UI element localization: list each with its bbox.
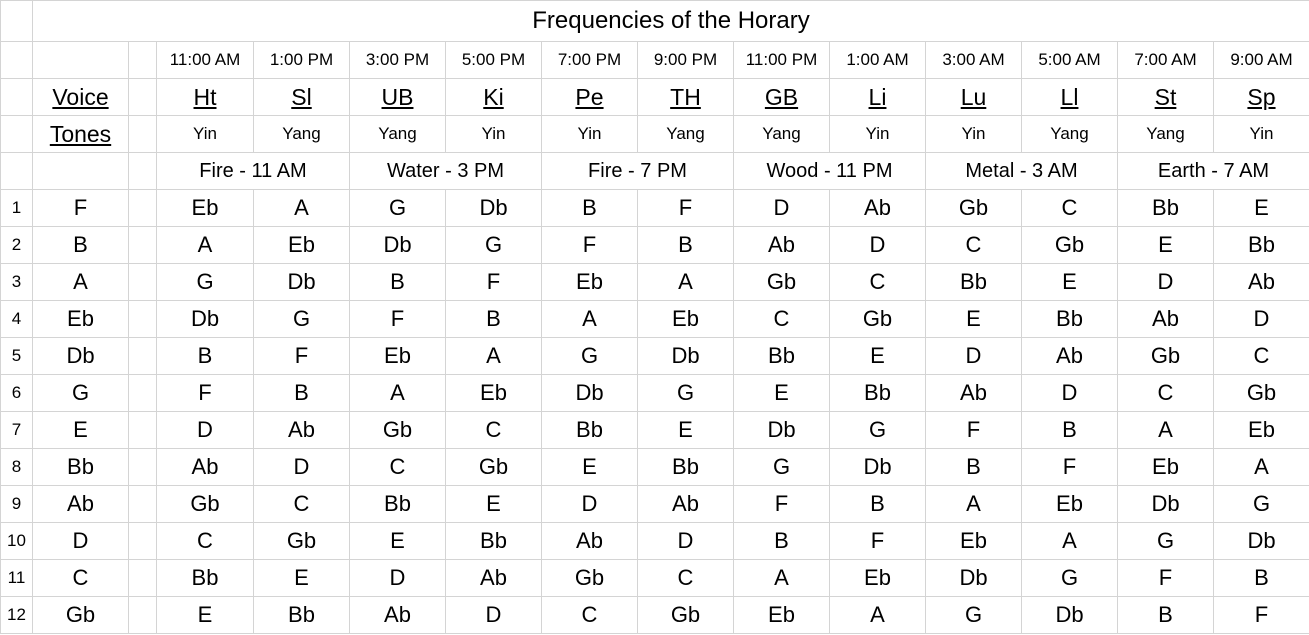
note-cell[interactable]: F xyxy=(1022,449,1118,486)
blank-cell[interactable] xyxy=(129,190,157,227)
note-cell[interactable]: Db xyxy=(1214,523,1309,560)
element-header[interactable]: Earth - 7 AM xyxy=(1118,153,1309,190)
table-row xyxy=(1,227,1309,264)
row-number[interactable]: 10 xyxy=(1,523,33,560)
note-cell[interactable]: C xyxy=(638,560,734,597)
blank-cell[interactable] xyxy=(129,116,157,153)
voice-tone-cell[interactable]: A xyxy=(33,264,129,301)
note-cell[interactable]: B xyxy=(542,190,638,227)
note-cell[interactable]: Eb xyxy=(254,227,350,264)
note-cell[interactable]: C xyxy=(446,412,542,449)
voice-tone-cell[interactable]: E xyxy=(33,412,129,449)
note-cell[interactable]: B xyxy=(734,523,830,560)
note-cell[interactable]: D xyxy=(1214,301,1309,338)
note-cell[interactable]: G xyxy=(734,449,830,486)
note-cell[interactable]: A xyxy=(542,301,638,338)
organ-header[interactable]: Sl xyxy=(254,79,350,116)
note-cell[interactable]: Gb xyxy=(446,449,542,486)
time-header[interactable]: 11:00 PM xyxy=(734,42,830,79)
organ-header[interactable]: Li xyxy=(830,79,926,116)
note-cell[interactable]: F xyxy=(350,301,446,338)
voice-tone-cell[interactable]: Bb xyxy=(33,449,129,486)
note-cell[interactable]: E xyxy=(926,301,1022,338)
note-cell[interactable]: A xyxy=(638,264,734,301)
table-row xyxy=(1,560,1309,597)
element-header[interactable]: Fire - 7 PM xyxy=(542,153,734,190)
note-cell[interactable]: Gb xyxy=(734,264,830,301)
note-cell[interactable]: E xyxy=(1214,190,1309,227)
row-number[interactable]: 8 xyxy=(1,449,33,486)
note-cell[interactable]: Bb xyxy=(542,412,638,449)
note-cell[interactable]: D xyxy=(638,523,734,560)
note-cell[interactable]: F xyxy=(1214,597,1309,634)
note-cell[interactable]: A xyxy=(157,227,254,264)
note-cell[interactable]: E xyxy=(157,597,254,634)
note-cell[interactable]: Gb xyxy=(350,412,446,449)
note-cell[interactable]: F xyxy=(254,338,350,375)
blank-cell[interactable] xyxy=(129,597,157,634)
note-cell[interactable]: D xyxy=(1022,375,1118,412)
note-cell[interactable]: A xyxy=(926,486,1022,523)
note-cell[interactable]: D xyxy=(542,486,638,523)
note-cell[interactable]: Db xyxy=(446,190,542,227)
table-row xyxy=(1,190,1309,227)
note-cell[interactable]: Db xyxy=(157,301,254,338)
note-cell[interactable]: Ab xyxy=(254,412,350,449)
organ-header[interactable]: Ht xyxy=(157,79,254,116)
note-cell[interactable]: Db xyxy=(734,412,830,449)
note-cell[interactable]: F xyxy=(1118,560,1214,597)
note-cell[interactable]: Eb xyxy=(1022,486,1118,523)
row-number[interactable]: 4 xyxy=(1,301,33,338)
note-cell[interactable]: C xyxy=(254,486,350,523)
note-cell[interactable]: E xyxy=(542,449,638,486)
note-cell[interactable]: G xyxy=(350,190,446,227)
note-cell[interactable]: C xyxy=(1118,375,1214,412)
blank-cell[interactable] xyxy=(1,116,33,153)
table-row xyxy=(1,523,1309,560)
note-cell[interactable]: G xyxy=(830,412,926,449)
note-cell[interactable]: A xyxy=(734,560,830,597)
note-cell[interactable]: G xyxy=(157,264,254,301)
note-cell[interactable]: C xyxy=(926,227,1022,264)
note-cell[interactable]: E xyxy=(350,523,446,560)
note-cell[interactable]: Gb xyxy=(830,301,926,338)
blank-cell[interactable] xyxy=(129,523,157,560)
note-cell[interactable]: Eb xyxy=(638,301,734,338)
note-cell[interactable]: Ab xyxy=(446,560,542,597)
note-cell[interactable]: F xyxy=(638,190,734,227)
table-row xyxy=(1,264,1309,301)
note-cell[interactable]: Gb xyxy=(254,523,350,560)
element-header[interactable]: Metal - 3 AM xyxy=(926,153,1118,190)
note-cell[interactable]: A xyxy=(830,597,926,634)
note-cell[interactable]: Eb xyxy=(830,560,926,597)
blank-cell[interactable] xyxy=(1,153,33,190)
note-cell[interactable]: E xyxy=(830,338,926,375)
note-cell[interactable]: Bb xyxy=(1022,301,1118,338)
note-cell[interactable]: Db xyxy=(1118,486,1214,523)
note-cell[interactable]: Ab xyxy=(350,597,446,634)
organ-header[interactable]: Sp xyxy=(1214,79,1309,116)
tones-header[interactable]: Tones xyxy=(33,116,129,153)
note-cell[interactable]: Bb xyxy=(638,449,734,486)
note-cell[interactable]: Bb xyxy=(157,560,254,597)
yinyang-cell[interactable]: Yang xyxy=(254,116,350,153)
note-cell[interactable]: Ab xyxy=(1022,338,1118,375)
organ-header[interactable]: Pe xyxy=(542,79,638,116)
organ-header[interactable]: GB xyxy=(734,79,830,116)
time-header[interactable]: 9:00 AM xyxy=(1214,42,1309,79)
blank-cell[interactable] xyxy=(129,449,157,486)
time-header[interactable]: 7:00 PM xyxy=(542,42,638,79)
element-header[interactable]: Fire - 11 AM xyxy=(157,153,350,190)
time-header[interactable]: 1:00 PM xyxy=(254,42,350,79)
yinyang-cell[interactable]: Yin xyxy=(1214,116,1309,153)
voice-tone-cell[interactable]: C xyxy=(33,560,129,597)
note-cell[interactable]: Ab xyxy=(157,449,254,486)
organ-header[interactable]: St xyxy=(1118,79,1214,116)
voice-tone-cell[interactable]: G xyxy=(33,375,129,412)
blank-cell[interactable] xyxy=(33,153,129,190)
note-cell[interactable]: Db xyxy=(926,560,1022,597)
note-cell[interactable]: Gb xyxy=(1214,375,1309,412)
element-header[interactable]: Wood - 11 PM xyxy=(734,153,926,190)
note-cell[interactable]: B xyxy=(638,227,734,264)
note-cell[interactable]: E xyxy=(446,486,542,523)
note-cell[interactable]: A xyxy=(254,190,350,227)
yinyang-cell[interactable]: Yin xyxy=(542,116,638,153)
note-cell[interactable]: F xyxy=(157,375,254,412)
note-cell[interactable]: F xyxy=(542,227,638,264)
note-cell[interactable]: B xyxy=(830,486,926,523)
note-cell[interactable]: B xyxy=(1022,412,1118,449)
note-cell[interactable]: D xyxy=(830,227,926,264)
note-cell[interactable]: Eb xyxy=(1118,449,1214,486)
note-cell[interactable]: F xyxy=(830,523,926,560)
note-cell[interactable]: E xyxy=(638,412,734,449)
note-cell[interactable]: Bb xyxy=(1214,227,1309,264)
voice-tone-cell[interactable]: Db xyxy=(33,338,129,375)
organ-header[interactable]: TH xyxy=(638,79,734,116)
note-cell[interactable]: Gb xyxy=(926,190,1022,227)
note-cell[interactable]: Gb xyxy=(157,486,254,523)
note-cell[interactable]: Db xyxy=(542,375,638,412)
blank-cell[interactable] xyxy=(129,42,157,79)
element-header[interactable]: Water - 3 PM xyxy=(350,153,542,190)
note-cell[interactable]: Eb xyxy=(350,338,446,375)
blank-cell[interactable] xyxy=(129,338,157,375)
note-cell[interactable]: B xyxy=(1118,597,1214,634)
note-cell[interactable]: Db xyxy=(638,338,734,375)
note-cell[interactable]: E xyxy=(254,560,350,597)
row-number[interactable]: 11 xyxy=(1,560,33,597)
note-cell[interactable]: Db xyxy=(830,449,926,486)
note-cell[interactable]: G xyxy=(1214,486,1309,523)
note-cell[interactable]: E xyxy=(1022,264,1118,301)
note-cell[interactable]: D xyxy=(926,338,1022,375)
time-header[interactable]: 5:00 PM xyxy=(446,42,542,79)
table-row xyxy=(1,449,1309,486)
voice-tone-cell[interactable]: Ab xyxy=(33,486,129,523)
note-cell[interactable]: G xyxy=(1118,523,1214,560)
row-number[interactable]: 6 xyxy=(1,375,33,412)
note-cell[interactable]: F xyxy=(446,264,542,301)
blank-cell[interactable] xyxy=(33,42,129,79)
blank-cell[interactable] xyxy=(129,79,157,116)
organ-header[interactable]: Ki xyxy=(446,79,542,116)
note-cell[interactable]: Gb xyxy=(542,560,638,597)
yinyang-cell[interactable]: Yin xyxy=(157,116,254,153)
note-cell[interactable]: Eb xyxy=(542,264,638,301)
note-cell[interactable]: B xyxy=(350,264,446,301)
blank-cell[interactable] xyxy=(129,486,157,523)
note-cell[interactable]: D xyxy=(254,449,350,486)
row-number[interactable]: 9 xyxy=(1,486,33,523)
blank-cell[interactable] xyxy=(129,560,157,597)
note-cell[interactable]: A xyxy=(1118,412,1214,449)
blank-cell[interactable] xyxy=(129,375,157,412)
blank-cell[interactable] xyxy=(1,42,33,79)
yinyang-cell[interactable]: Yang xyxy=(638,116,734,153)
time-header[interactable]: 3:00 AM xyxy=(926,42,1022,79)
blank-cell[interactable] xyxy=(129,412,157,449)
note-cell[interactable]: Eb xyxy=(734,597,830,634)
note-cell[interactable]: D xyxy=(734,190,830,227)
note-cell[interactable]: Bb xyxy=(1118,190,1214,227)
note-cell[interactable]: Bb xyxy=(254,597,350,634)
note-cell[interactable]: A xyxy=(1214,449,1309,486)
time-header[interactable]: 1:00 AM xyxy=(830,42,926,79)
table-row xyxy=(1,412,1309,449)
note-cell[interactable]: Eb xyxy=(157,190,254,227)
time-header[interactable]: 5:00 AM xyxy=(1022,42,1118,79)
note-cell[interactable]: F xyxy=(734,486,830,523)
note-cell[interactable]: Ab xyxy=(926,375,1022,412)
note-cell[interactable]: D xyxy=(446,597,542,634)
table-row xyxy=(1,301,1309,338)
yinyang-cell[interactable]: Yin xyxy=(926,116,1022,153)
note-cell[interactable]: A xyxy=(446,338,542,375)
note-cell[interactable]: Ab xyxy=(734,227,830,264)
organ-header[interactable]: Lu xyxy=(926,79,1022,116)
note-cell[interactable]: D xyxy=(1118,264,1214,301)
blank-cell[interactable] xyxy=(129,264,157,301)
row-number[interactable]: 2 xyxy=(1,227,33,264)
table-row xyxy=(1,375,1309,412)
yinyang-cell[interactable]: Yang xyxy=(350,116,446,153)
note-cell[interactable]: B xyxy=(254,375,350,412)
row-number[interactable]: 12 xyxy=(1,597,33,634)
note-cell[interactable]: Ab xyxy=(1118,301,1214,338)
time-header[interactable]: 9:00 PM xyxy=(638,42,734,79)
note-cell[interactable]: C xyxy=(734,301,830,338)
table-row xyxy=(1,338,1309,375)
yinyang-cell[interactable]: Yin xyxy=(830,116,926,153)
note-cell[interactable]: E xyxy=(1118,227,1214,264)
note-cell[interactable]: Gb xyxy=(1022,227,1118,264)
voice-tone-cell[interactable]: B xyxy=(33,227,129,264)
note-cell[interactable]: Eb xyxy=(446,375,542,412)
note-cell[interactable]: Eb xyxy=(926,523,1022,560)
blank-cell[interactable] xyxy=(129,301,157,338)
note-cell[interactable]: Bb xyxy=(734,338,830,375)
voice-header[interactable]: Voice xyxy=(33,79,129,116)
note-cell[interactable]: Bb xyxy=(830,375,926,412)
note-cell[interactable]: Gb xyxy=(1118,338,1214,375)
yinyang-cell[interactable]: Yang xyxy=(1118,116,1214,153)
row-number[interactable]: 7 xyxy=(1,412,33,449)
note-cell[interactable]: G xyxy=(254,301,350,338)
note-cell[interactable]: A xyxy=(1022,523,1118,560)
voice-tone-cell[interactable]: Gb xyxy=(33,597,129,634)
note-cell[interactable]: Bb xyxy=(926,264,1022,301)
row-number[interactable]: 5 xyxy=(1,338,33,375)
yinyang-cell[interactable]: Yang xyxy=(734,116,830,153)
note-cell[interactable]: Db xyxy=(1022,597,1118,634)
note-cell[interactable]: Ab xyxy=(830,190,926,227)
table-title[interactable]: Frequencies of the Horary xyxy=(33,1,1309,42)
note-cell[interactable]: Db xyxy=(350,227,446,264)
blank-cell[interactable] xyxy=(129,153,157,190)
table-row xyxy=(1,486,1309,523)
note-cell[interactable]: C xyxy=(350,449,446,486)
note-cell[interactable]: Db xyxy=(254,264,350,301)
note-cell[interactable]: G xyxy=(638,375,734,412)
note-cell[interactable]: G xyxy=(446,227,542,264)
note-cell[interactable]: C xyxy=(1214,338,1309,375)
time-header[interactable]: 3:00 PM xyxy=(350,42,446,79)
note-cell[interactable]: Ab xyxy=(1214,264,1309,301)
time-header[interactable]: 7:00 AM xyxy=(1118,42,1214,79)
voice-tone-cell[interactable]: F xyxy=(33,190,129,227)
note-cell[interactable]: B xyxy=(157,338,254,375)
blank-cell[interactable] xyxy=(1,79,33,116)
note-cell[interactable]: C xyxy=(1022,190,1118,227)
table-row xyxy=(1,597,1309,634)
voice-tone-cell[interactable]: Eb xyxy=(33,301,129,338)
note-cell[interactable]: G xyxy=(926,597,1022,634)
organ-header[interactable]: UB xyxy=(350,79,446,116)
voice-tone-cell[interactable]: D xyxy=(33,523,129,560)
yinyang-cell[interactable]: Yin xyxy=(446,116,542,153)
yinyang-cell[interactable]: Yang xyxy=(1022,116,1118,153)
note-cell[interactable]: E xyxy=(734,375,830,412)
row-number[interactable]: 1 xyxy=(1,190,33,227)
row-number[interactable]: 3 xyxy=(1,264,33,301)
note-cell[interactable]: Bb xyxy=(350,486,446,523)
note-cell[interactable]: A xyxy=(350,375,446,412)
organ-header[interactable]: Ll xyxy=(1022,79,1118,116)
note-cell[interactable]: Gb xyxy=(638,597,734,634)
note-cell[interactable]: F xyxy=(926,412,1022,449)
note-cell[interactable]: D xyxy=(157,412,254,449)
note-cell[interactable]: B xyxy=(446,301,542,338)
note-cell[interactable]: Bb xyxy=(446,523,542,560)
note-cell[interactable]: Eb xyxy=(1214,412,1309,449)
note-cell[interactable]: Ab xyxy=(638,486,734,523)
blank-cell[interactable] xyxy=(1,1,33,42)
note-cell[interactable]: B xyxy=(926,449,1022,486)
note-cell[interactable]: C xyxy=(542,597,638,634)
note-cell[interactable]: Ab xyxy=(542,523,638,560)
time-header[interactable]: 11:00 AM xyxy=(157,42,254,79)
note-cell[interactable]: G xyxy=(542,338,638,375)
note-cell[interactable]: B xyxy=(1214,560,1309,597)
note-cell[interactable]: C xyxy=(830,264,926,301)
note-cell[interactable]: C xyxy=(157,523,254,560)
note-cell[interactable]: G xyxy=(1022,560,1118,597)
note-cell[interactable]: D xyxy=(350,560,446,597)
blank-cell[interactable] xyxy=(129,227,157,264)
